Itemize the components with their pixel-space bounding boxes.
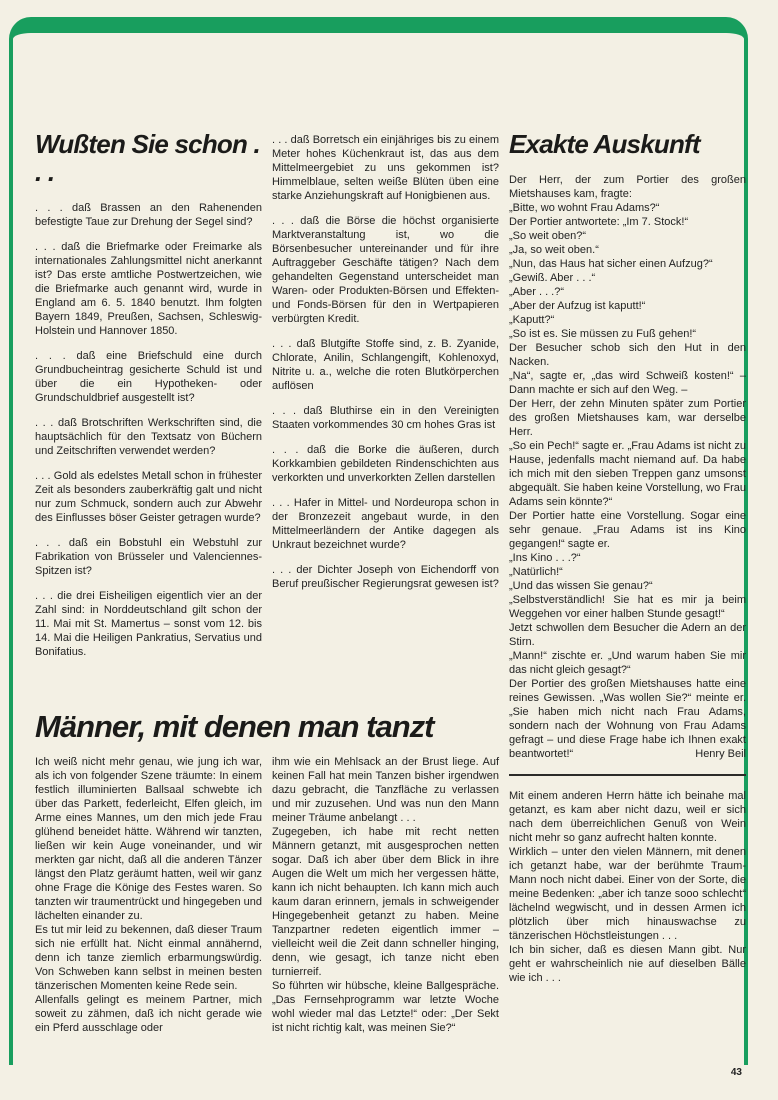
fact-paragraph: . . . daß Brotschriften Werkschriften sind, die hauptsächlich für den Textsatz von Büchern und Zeitschriften verwendet werden? [35,417,262,457]
story-paragraph: Es tut mir leid zu bekennen, daß dieser Traum sich nie erfüllt hat. Nicht einmal annähernd, denn ich tanze ziemlich erbarmungswürdig. Von Schweben kann selbst in meinen besten tänzerischen Momenten keine Rede sein. [35,924,262,992]
page-number: 43 [730,1067,742,1078]
story-paragraph: ihm wie ein Mehlsack an der Brust liege. Auf keinen Fall hat mein Tanzen bisher irgendwen dazu gebracht, die Tanzfläche zu verlassen und mir zuzusehen. Und was nun den Mann meiner Träume anbelangt . . . [272,756,499,824]
dialog-line: Jetzt schwollen dem Besucher die Adern an der Stirn. [509,622,746,648]
section-title-maenner: Männer, mit denen man tanzt [35,709,434,744]
story-paragraph: Zugegeben, ich habe mit recht netten Männern getanzt, mit ausgesprochen netten sogar. Daß ich aber über dem Blick in ihre Augen die Welt um mich her vergessen hätte, kann ich nicht behaupten. Ich kann mich auch kaum daran erinnern, jemals in schweigender Hingegebenheit getanzt zu haben. Meine Tanzpartner redeten eigentlich immer – vielleicht weil die Zeit dann schneller hinging, denn, wie gesagt, ich tanze nicht eben turnierreif. [272,826,499,978]
page-content [35,130,746,1035]
story-paragraph: Wirklich – unter den vielen Männern, mit denen ich getanzt habe, war der berühmte Traum-Mann noch nicht dabei. Einer von der Sorte, die meine Bedenken: „aber ich tanze sooo schlecht“ lächelnd wegwischt, und in dessen Armen ich plötzlich über mich hinauswachse zu tänzerischen Höchstleistungen . . . [509,846,746,942]
section-divider [509,774,746,776]
dialog-line: „Aber . . .?“ [509,286,565,298]
maenner-columns [35,755,499,1035]
dialog-line: Der Besucher schob sich den Hut in den Nacken. [509,342,746,368]
fact-paragraph: . . . die drei Eisheiligen eigentlich vier an der Zahl sind: in Norddeutschland gilt schon der 11. Mai mit St. Mamertus – sonst vom 12. bis 14. Mai die Heiligen Pankratius, Servatius und Bonifatius. [35,590,262,658]
section-title-wussten: Wußten Sie schon . . . [35,129,260,187]
exakte-story [509,173,746,761]
fact-paragraph: . . . Gold als edelstes Metall schon in frühester Zeit als besonders zauberkräftig galt und nicht nur zum Schmuck, sondern auch zur Abwehr des Einflusses böser Geister getragen wurde? [35,470,262,524]
dialog-line: Der Portier antwortete: „Im 7. Stock!“ [509,216,689,228]
fact-paragraph: . . . daß Blutgifte Stoffe sind, z. B. Zyanide, Chlorate, Anilin, Schlangengift, Kohlenoxyd, Nitrite u. a., welche die roten Blutkörperchen auflösen [272,338,499,392]
fact-paragraph: . . . daß die Börse die höchst organisierte Marktveranstaltung ist, wo die Börsenbesucher untereinander und für ihre Auftraggeber Geschäfte tätigen? Nach dem gehandelten Gegenstand unterscheidet man Waren- oder Produkten-Börsen und Effekten- und Fonds-Börsen für den in Wertpapieren verbürgten Kredit. [272,215,499,325]
maenner-column-2 [272,755,499,1035]
section-exakte-auskunft [509,130,746,1035]
dialog-line: „So ist es. Sie müssen zu Fuß gehen!“ [509,328,697,340]
dialog-line: Der Portier hatte eine Vorstellung. Sogar eine sehr genaue. „Frau Adams ist ins Kino gegangen!“ sagte er. [509,510,746,550]
maenner-column-1 [35,755,262,1035]
fact-paragraph: . . . daß Bluthirse ein in den Vereinigten Staaten vorkommendes 30 cm hohes Gras ist [272,405,499,431]
dialog-line: „Ins Kino . . .?“ [509,552,581,564]
wussten-column-1 [35,130,262,702]
fact-paragraph: . . . daß ein Bobstuhl ein Webstuhl zur Fabrikation von Brüsseler und Valenciennes-Spitzen ist? [35,537,262,577]
dialog-line: Der Herr, der zehn Minuten später zum Portier des großen Mietshauses kam, war derselbe Herr. [509,398,746,438]
fact-paragraph: . . . daß eine Briefschuld eine durch Grundbucheintrag gesicherte Schuld ist und über die ein Hypotheken- oder Grundschuldbrief ausgestellt ist? [35,350,262,404]
dialog-line: „Ja, so weit oben.“ [509,244,599,256]
dialog-line: „Selbstverständlich! Sie hat es mir ja beim Weggehen vor einer halben Stunde gesagt!“ [509,594,746,620]
dialog-line: „Kaputt?“ [509,314,555,326]
story-paragraph: Allenfalls gelingt es meinem Partner, mich soweit zu zähmen, daß ich nicht gerade wie ein Pferd ausschlage oder [35,994,262,1034]
dialog-line: Der Portier des großen Mietshauses hatte eine reines Gewissen. „Was wollen Sie?“ meinte er. „Sie haben mich nicht nach Frau Adams, sondern nach der Wohnung von Frau Adams gefragt – und diese Frage habe ich Ihnen exakt beantwortet!“ [509,678,746,760]
section-maenner [35,710,499,1035]
story-paragraph: So führten wir hübsche, kleine Ballgespräche. „Das Fernsehprogramm war letzte Woche wohl wieder mal das Letzte!“ oder: „Der Sekt ist nicht richtig kalt, was meinen Sie?“ [272,980,499,1034]
dialog-line: „Bitte, wo wohnt Frau Adams?“ [509,202,660,214]
fact-paragraph: . . . daß Borretsch ein einjähriges bis zu einem Meter hohes Küchenkraut ist, das aus dem Mittelmeergebiet zu uns gekommen ist? Himmelblaue, selten weiße Blüten üben eine starke Anziehungskraft auf Honigbienen aus. [272,134,499,202]
dialog-line: „Nun, das Haus hat sicher einen Aufzug?“ [509,258,713,270]
dialog-line: „Na“, sagte er, „das wird Schweiß kosten!“ – Dann machte er sich auf den Weg. – [509,370,746,396]
dialog-line: „Und das wissen Sie genau?“ [509,580,653,592]
dance-extra-story [509,789,746,985]
dialog-line: „So ein Pech!“ sagte er. „Frau Adams ist nicht zu Hause, jedenfalls macht niemand auf. Da habe ich mich mit den sieben Treppen ganz umsonst abgequält. Sie haben keine Vorstellung, wo Frau Adams sein könnte?“ [509,440,746,508]
fact-paragraph: . . . der Dichter Joseph von Eichendorff von Beruf preußischer Regierungsrat gewesen ist? [272,564,499,590]
left-two-column-block [35,130,499,1035]
section-wussten-sie-schon [35,130,499,702]
dialog-line: „Mann!“ zischte er. „Und warum haben Sie mir das nicht gleich gesagt?“ [509,650,746,676]
author-byline: Henry Beil [695,748,746,760]
fact-paragraph: . . . daß die Briefmarke oder Freimarke als internationales Zahlungsmittel nicht anerkannt ist? Das erste amtliche Postwertzeichen, wie die Briefmarke auch genannt wird, wurde in England am 6. 5. 1840 benutzt. Ihm folgten Bayern 1849, Preußen, Sachsen, Schleswig-Holstein und Hannover 1850. [35,241,262,337]
dialog-line: Der Herr, der zum Portier des großen Mietshauses kam, fragte: [509,174,746,200]
story-paragraph: Ich bin sicher, daß es diesen Mann gibt. Nur geht er wahrscheinlich nie auf dieselben Bälle wie ich . . . [509,944,746,984]
fact-paragraph: . . . daß die Borke die äußeren, durch Korkkambien gebildeten Rindenschichten aus verkorkten und unverkorkten Zellen darstellen [272,444,499,484]
dialog-line: „Gewiß. Aber . . .“ [509,272,596,284]
fact-paragraph: . . . Hafer in Mittel- und Nordeuropa schon in der Bronzezeit angebaut wurde, in den Mittelmeerländern der Antike dagegen als Unkraut bezeichnet wurde? [272,497,499,551]
fact-paragraph: . . . daß Brassen an den Rahenenden befestigte Taue zur Drehung der Segel sind? [35,202,262,228]
dialog-line: „Aber der Aufzug ist kaputt!“ [509,300,646,312]
dialog-line: „So weit oben?“ [509,230,587,242]
story-paragraph: Mit einem anderen Herrn hätte ich beinahe mal getanzt, es kam aber nicht dazu, weil er sich nach dem überreichlichen Genuß von Wein nicht mehr so ganz aufrecht halten konnte. [509,790,746,844]
section-title-exakte: Exakte Auskunft [509,129,700,159]
wussten-column-2 [272,130,499,702]
story-paragraph: Ich weiß nicht mehr genau, wie jung ich war, als ich von folgender Szene träumte: In einem festlich illuminierten Ballsaal schwebte ich über das Parkett, federleicht, Elfen gleich, im Arme eines Mannes, um den mich jede Frau glühend beneidet hätte. Während wir tanzten, ließen wir kein Auge voneinander, und wir merkten gar nicht, daß all die anderen Tänzer längst den Platz geräumt hatten, weil wir ganz ohne Frage die Könige des Festes waren. So tanzten wir traumentrückt und hingegeben und lächelten einander zu. [35,756,262,922]
dialog-line: „Natürlich!“ [509,566,563,578]
